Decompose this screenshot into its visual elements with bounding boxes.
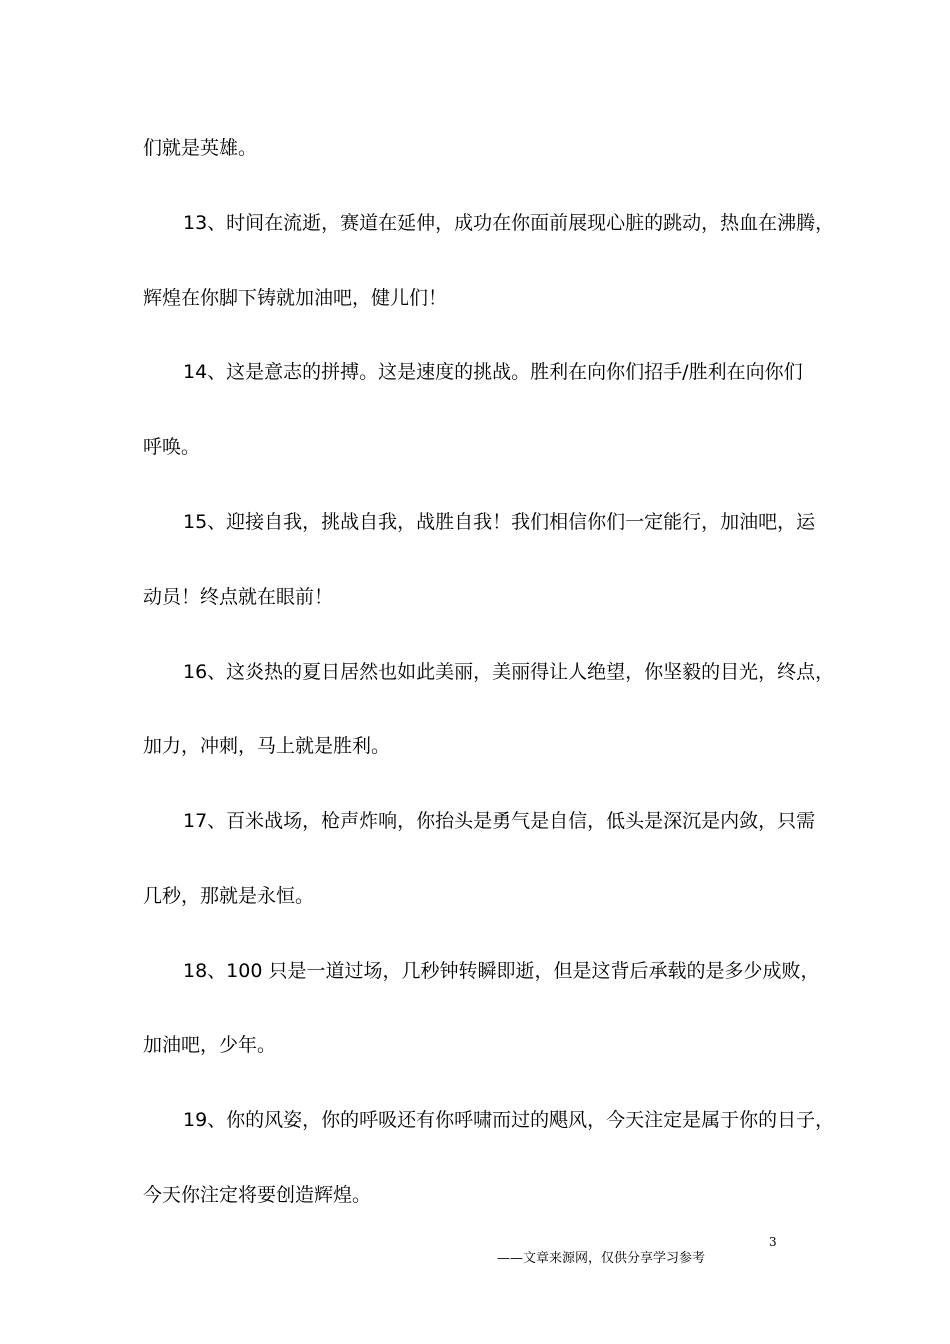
- text-line: 16、这炎热的夏日居然也如此美丽，美丽得让人绝望，你坚毅的目光，终点，: [183, 661, 835, 683]
- text-line: 今天你注定将要创造辉煌。: [143, 1184, 372, 1206]
- text-line: 辉煌在你脚下铸就加油吧，健儿们！: [143, 287, 448, 309]
- text-line: 们就是英雄。: [143, 137, 258, 159]
- text-line: 动员！终点就在眼前！: [143, 586, 334, 608]
- text-line: 17、百米战场，枪声炸响，你抬头是勇气是自信，低头是深沉是内敛，只需: [183, 810, 816, 832]
- text-line: 加力，冲刺，马上就是胜利。: [143, 735, 391, 757]
- text-line: 19、你的风姿，你的呼吸还有你呼啸而过的飓风，今天注定是属于你的日子，: [183, 1109, 835, 1131]
- text-line: 呼唤。: [143, 436, 201, 458]
- text-line: 加油吧，少年。: [143, 1034, 277, 1056]
- text-line: 15、迎接自我，挑战自我，战胜自我！我们相信你们一定能行，加油吧，运: [183, 511, 816, 533]
- text-line: 13、时间在流逝，赛道在延伸，成功在你面前展现心脏的跳动，热血在沸腾，: [183, 212, 835, 234]
- text-line: 14、这是意志的拼搏。这是速度的挑战。胜利在向你们招手/胜利在向你们: [183, 361, 803, 383]
- footer-note: ——文章来源网，仅供分享学习参考: [497, 1251, 706, 1266]
- page-number: 3: [769, 1235, 777, 1249]
- text-line: 18、100 只是一道过场，几秒钟转瞬即逝，但是这背后承载的是多少成败，: [183, 960, 820, 982]
- text-line: 几秒，那就是永恒。: [143, 885, 315, 907]
